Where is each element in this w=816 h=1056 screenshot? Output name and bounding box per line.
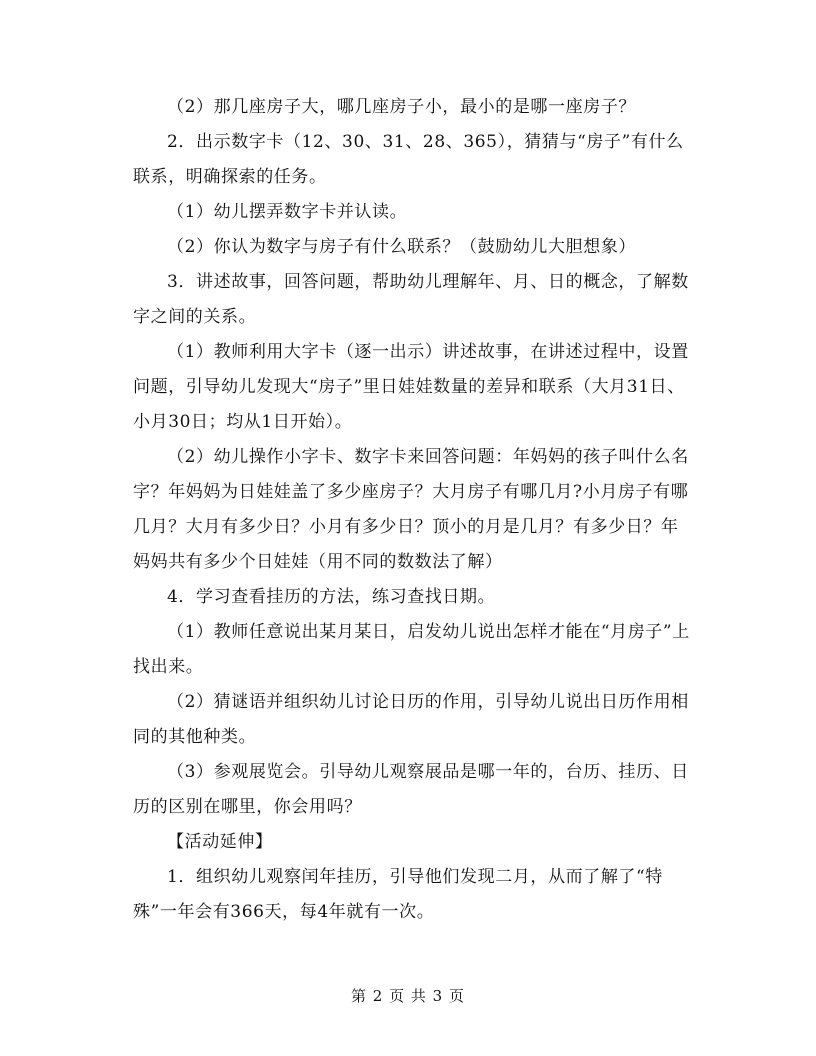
paragraph: （1）教师利用大字卡（逐一出示）讲述故事，在讲述过程中，设置问题，引导幼儿发现大“房子”里日娃娃数量的差异和联系（大月31日、小月30日；均从1日开始）。	[133, 342, 689, 432]
paragraph: （2）你认为数字与房子有什么联系？（鼓励幼儿大胆想象）	[167, 237, 637, 257]
footer-middle: 页 共	[389, 987, 427, 1005]
footer-prefix: 第	[350, 987, 367, 1005]
paragraph: 3．讲述故事，回答问题，帮助幼儿理解年、月、日的概念，了解数字之间的关系。	[133, 272, 689, 327]
section-heading: 【活动延伸】	[167, 832, 273, 852]
current-page-number: 2	[372, 987, 384, 1005]
paragraph: （1）幼儿摆弄数字卡并认读。	[167, 202, 408, 222]
paragraph: 4．学习查看挂历的方法，练习查找日期。	[167, 587, 496, 607]
total-pages-number: 3	[432, 987, 444, 1005]
paragraph: （1）教师任意说出某月某日，启发幼儿说出怎样才能在“月房子”上找出来。	[133, 622, 690, 677]
paragraph: 2．出示数字卡（12、30、31、28、365），猜猜与“房子”有什么联系，明确探索的任务。	[133, 132, 684, 187]
paragraph: （2）猜谜语并组织幼儿讨论日历的作用，引导幼儿说出日历作用相同的其他种类。	[133, 692, 689, 747]
document-body	[133, 90, 693, 930]
page-footer	[0, 985, 816, 1006]
paragraph: （2）幼儿操作小字卡、数字卡来回答问题：年妈妈的孩子叫什么名字？年妈妈为日娃娃盖了多少座房子？大月房子有哪几月?小月房子有哪几月？大月有多少日？小月有多少日？顶小的月是几月？有多少日？年妈妈共有多少个日娃娃（用不同的数数法了解）	[133, 447, 689, 572]
paragraph: （3）参观展览会。引导幼儿观察展品是哪一年的，台历、挂历、日历的区别在哪里，你会用吗？	[133, 762, 689, 817]
paragraph: 1．组织幼儿观察闰年挂历，引导他们发现二月，从而了解了“特殊”一年会有366天，每4年就有一次。	[133, 867, 663, 922]
paragraph: （2）那几座房子大，哪几座房子小，最小的是哪一座房子？	[167, 97, 637, 117]
footer-suffix: 页	[449, 987, 466, 1005]
